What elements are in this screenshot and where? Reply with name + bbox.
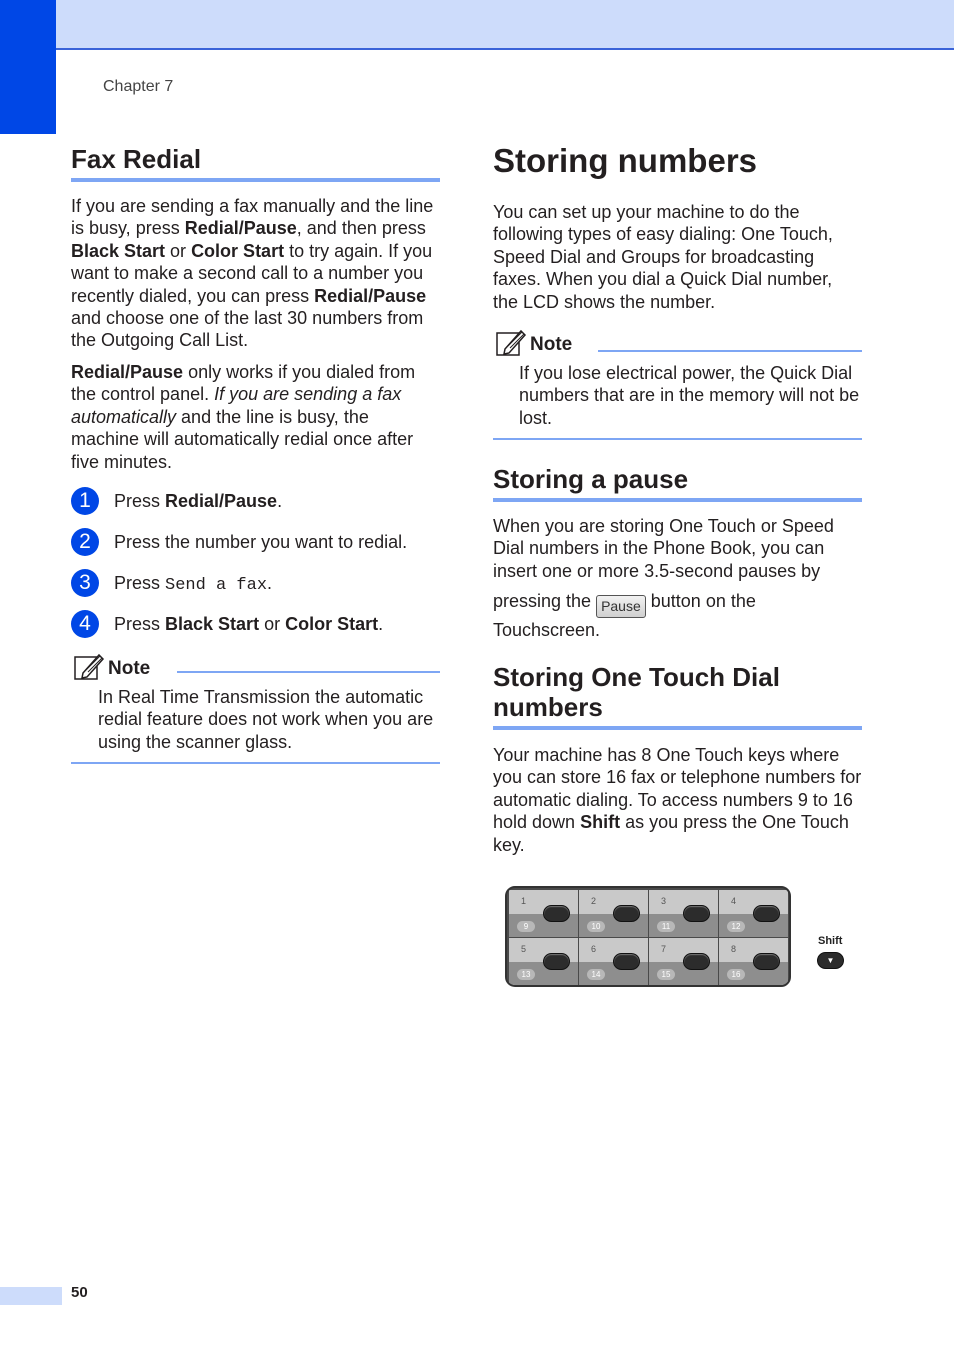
one-touch-key-3: 3 11 [649,890,718,937]
one-touch-key-5: 5 13 [509,938,578,985]
chapter-tab [0,0,56,134]
section-rule [71,178,440,182]
shift-key: ▼ [817,952,844,969]
note-text: In Real Time Transmission the automatic redial feature does not work when you are using the scanner glass. [98,687,434,752]
step-text: Press Black Start or Color Start. [114,614,384,634]
step-2 [71,528,440,556]
section-rule [493,726,862,730]
one-touch-key-2: 2 10 [579,890,648,937]
step-number: 4 [71,610,99,638]
note-header: Note [495,327,862,359]
storing-pause-paragraph-2: pressing the Pause button on the Touchscreen. [493,591,756,640]
fax-redial-heading: Fax Redial [71,144,202,174]
step-3 [71,569,440,597]
step-text: Press Redial/Pause. [114,491,283,511]
one-touch-key-7: 7 15 [649,938,718,985]
one-touch-key-4: 4 12 [719,890,788,937]
header-band [0,0,954,50]
storing-one-touch-paragraph: Your machine has 8 One Touch keys where you can store 16 fax or telephone numbers for automatic dialing. To access numbers 9 to 16 hold down Shift as you press the One Touch key. [493,745,862,855]
step-4 [71,610,440,638]
shift-label: Shift [818,935,843,947]
step-text: Press Send a fax. [114,573,273,595]
note-pencil-icon [495,327,527,359]
fax-redial-paragraph-1: If you are sending a fax manually and the line is busy, press Redial/Pause, and then press Black Start or Color Start to try again. If you want to make a second call to a number you recently dialed, you can press Redial/Pause and choose one of the last 30 numbers from the Outgoing Call List. [71,196,434,351]
note-header: Note [73,651,440,683]
one-touch-keypad [505,886,791,987]
page-number: 50 [71,1284,88,1301]
step-number: 3 [71,569,99,597]
storing-numbers-heading: Storing numbers [493,142,758,179]
one-touch-key-1: 1 9 [509,890,578,937]
step-number: 2 [71,528,99,556]
fax-redial-paragraph-2: Redial/Pause only works if you dialed from the control panel. If you are sending a fax automatically and the line is busy, the machine will automatically redial once after five minutes. [71,362,416,472]
step-number: 1 [71,487,99,515]
step-1 [71,487,440,515]
storing-pause-heading: Storing a pause [493,464,689,494]
section-rule [493,498,862,502]
storing-one-touch-heading: Storing One Touch Dial numbers [493,662,780,722]
one-touch-key-8: 8 16 [719,938,788,985]
pause-key: Pause [596,595,646,618]
page-number-bar [0,1287,62,1305]
one-touch-key-6: 6 14 [579,938,648,985]
note-end-rule [493,438,862,440]
note-pencil-icon [73,651,105,683]
step-text: Press the number you want to redial. [114,532,408,552]
storing-numbers-paragraph: You can set up your machine to do the following types of easy dialing: One Touch, Speed Dial and Groups for broadcasting faxes. When you dial a Quick Dial number, the LCD shows the number. [493,202,833,312]
chapter-label: Chapter 7 [103,78,174,95]
note-text: If you lose electrical power, the Quick Dial numbers that are in the memory will not be lost. [519,363,860,428]
storing-pause-paragraph: When you are storing One Touch or Speed Dial numbers in the Phone Book, you can insert one or more 3.5-second pauses by [493,516,834,581]
note-end-rule [71,762,440,764]
